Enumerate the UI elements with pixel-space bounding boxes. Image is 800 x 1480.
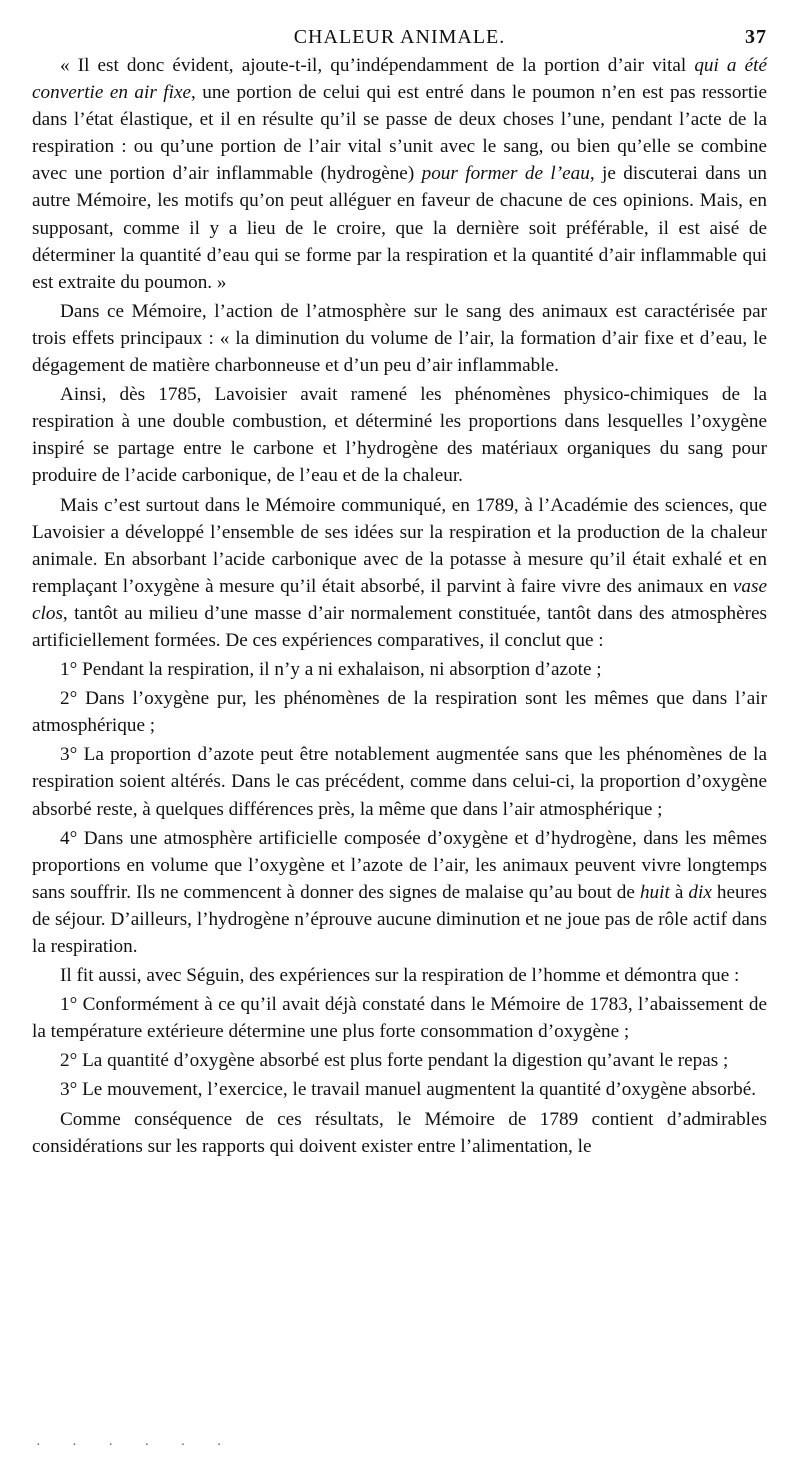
footer-specks: · · · · · · (36, 1438, 236, 1453)
page-header (32, 26, 767, 52)
text-run: 4° Dans une atmosphère artificielle composée d’oxygène et d’hydrogène, dans les mêmes proportions en volume que l’oxygène et l’azote de l’air, les animaux peuvent vivre longtemps sans souffrir. Ils ne commencent à donner des signes de malaise qu’au bout de (32, 827, 767, 903)
text-run: , tantôt au milieu d’une masse d’air normalement constituée, tantôt dans des atmosphères artificiellement formées. De ces expériences comparatives, il conclut que : (32, 602, 767, 651)
list-item (32, 825, 767, 960)
list-item: 3° La proportion d’azote peut être notablement augmentée sans que les phénomènes de la respiration soient altérés. Dans le cas précédent, comme dans celui-ci, la proportion d’oxygène absorbé reste, à quelques différences près, la même que dans l’air atmosphérique ; (32, 744, 767, 820)
italic-run: pour former de l’eau (421, 163, 590, 185)
paragraph-quote-lavoisier (32, 52, 767, 296)
italic-run: qui a été convertie en air fixe (32, 55, 767, 104)
paragraph: Dans ce Mémoire, l’action de l’atmosphère sur le sang des animaux est caractérisée par trois effets principaux : « la diminution du volume de l’air, la formation d’air fixe et d’eau, le dégagement de matière charbonneuse et d’un peu d’air inflammable. (32, 300, 767, 377)
italic-run: huit (639, 881, 670, 903)
text-run: Mais c’est surtout dans le Mémoire communiqué, en 1789, à l’Académie des sciences, que Lavoisier a développé l’ensemble de ses idées sur la respiration et la production de la chaleur animale. En absorbant l’acide carbonique avec de la potasse à mesure qu’il était exhalé et en remplaçant l’oxygène à mesure qu’il était absorbé, il parvint à faire vivre des animaux en (32, 494, 767, 597)
paragraph: Il fit aussi, avec Séguin, des expériences sur la respiration de l’homme et démontra que : (60, 965, 740, 987)
list-item: 1° Pendant la respiration, il n’y a ni exhalaison, ni absorption d’azote ; (60, 659, 602, 681)
book-page (32, 26, 767, 1160)
paragraph: Comme conséquence de ces résultats, le Mémoire de 1789 contient d’admirables considérations sur les rapports qui doivent exister entre l’alimentation, le (32, 1108, 767, 1157)
list-item: 2° La quantité d’oxygène absorbé est plus forte pendant la digestion qu’avant le repas ; (60, 1050, 729, 1072)
list-item: 3° Le mouvement, l’exercice, le travail manuel augmentent la quantité d’oxygène absorbé. (60, 1079, 757, 1101)
list-item: 1° Conformément à ce qu’il avait déjà constaté dans le Mémoire de 1783, l’abaissement de la température extérieure détermine une plus forte consommation d’oxygène ; (32, 994, 767, 1043)
text-run: « Il est donc évident, ajoute-t-il, qu’indépendamment de la portion d’air vital (60, 55, 695, 76)
italic-run: dix (688, 881, 712, 903)
text-run: , je discuterai dans un autre Mémoire, les motifs qu’on peut alléguer en faveur de chacune de ces opinions. Mais, en supposant, comme il y a lieu de le croire, que la dernière soit préférable, il est aisé de déterminer la quantité d’eau qui se forme par la respiration et la quantité d’air inflammable qui est extraite du poumon. » (32, 163, 768, 293)
paragraph (32, 492, 767, 655)
text-run: , une portion de celui qui est entré dans le poumon n’en est pas ressortie dans l’état élastique, et il en résulte qu’il se passe de deux choses l’une, pendant l’acte de la respiration : ou qu’une portion de l’air vital s’unit avec le sang, ou bien qu’elle se combine avec une portion d’air inflammable (hydrogène) (32, 82, 768, 185)
running-head: CHALEUR ANIMALE. (293, 26, 506, 48)
list-item: 2° Dans l’oxygène pur, les phénomènes de la respiration sont les mêmes que dans l’air atmosphérique ; (32, 688, 767, 737)
paragraph: Ainsi, dès 1785, Lavoisier avait ramené les phénomènes physico-chimiques de la respiration à une double combustion, et déterminé les proportions dans lesquelles l’oxygène inspiré se partage entre le carbone et l’hydrogène des matériaux organiques du sang pour produire de l’acide carbonique, de l’eau et de la chaleur. (32, 384, 767, 487)
italic-run: vase clos (32, 575, 767, 624)
page-number: 37 (745, 26, 767, 48)
text-run: heures de séjour. D’ailleurs, l’hydrogène n’éprouve aucune diminution et ne joue pas de rôle actif dans la respiration. (32, 881, 767, 957)
text-run: à (669, 881, 689, 903)
